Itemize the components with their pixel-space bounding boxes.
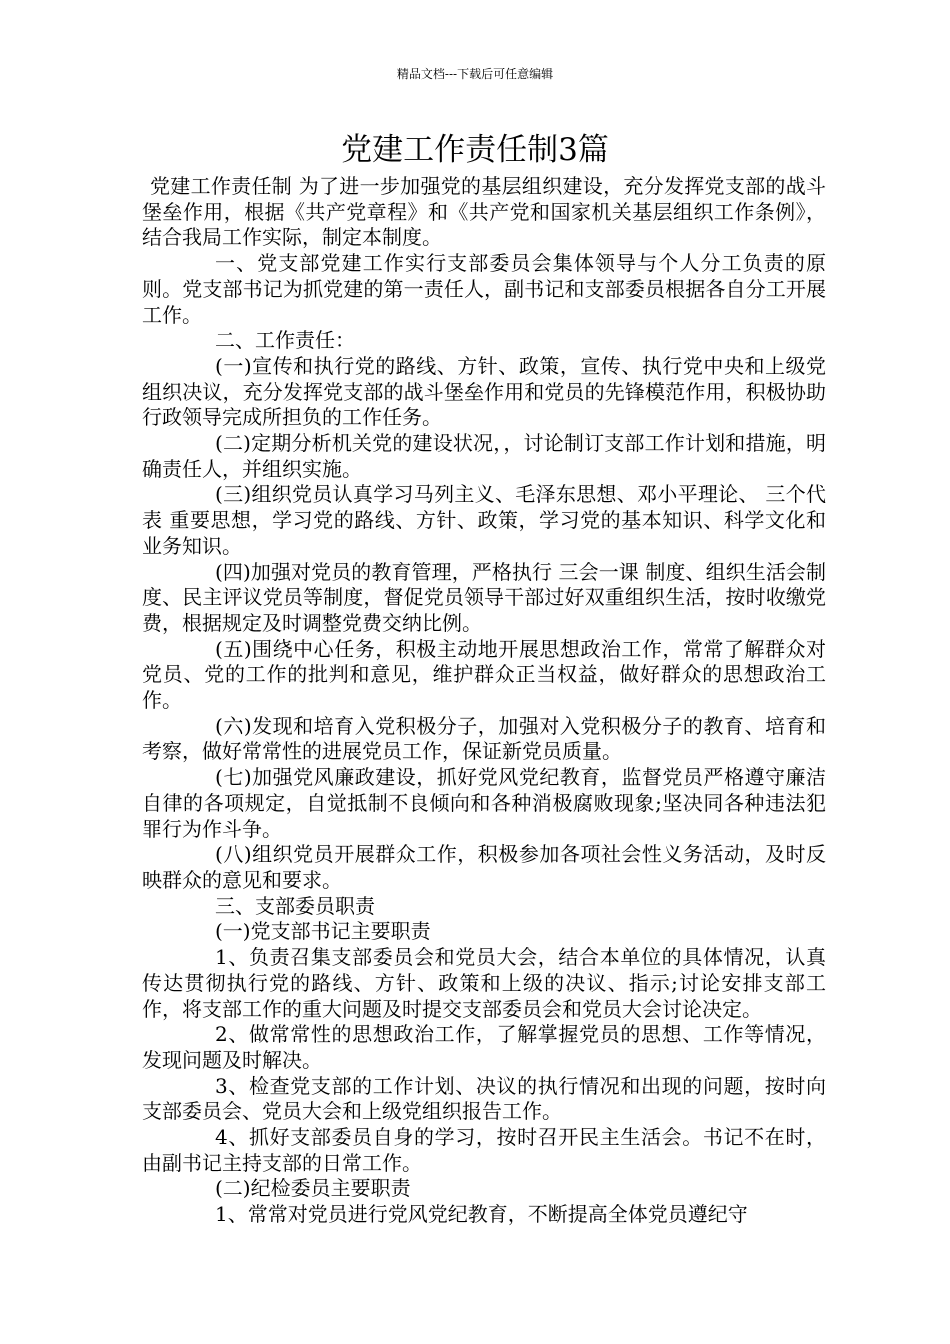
paragraph-item-3: (三)组织党员认真学习马列主义、毛泽东思想、邓小平理论、 三个代表 重要思想，学习党的路线、方针、政策，学习党的基本知识、科学文化和业务知识。 — [142, 482, 826, 558]
paragraph-item-6: (六)发现和培育入党积极分子，加强对入党积极分子的教育、培育和考察，做好常常性的进展党员工作，保证新党员质量。 — [142, 713, 826, 764]
paragraph-item-4: (四)加强对党员的教育管理，严格执行 三会一课 制度、组织生活会制度、民主评议党员等制度，督促党员领导干部过好双重组织生活，按时收缴党费，根据规定及时调整党费交纳比例。 — [142, 559, 826, 635]
paragraph-subsection-secretary: (一)党支部书记主要职责 — [215, 919, 431, 944]
document-title: 党建工作责任制3篇 — [341, 132, 609, 168]
paragraph-section-1: 一、党支部党建工作实行支部委员会集体领导与个人分工负责的原则。党支部书记为抓党建的第一责任人，副书记和支部委员根据各自分工开展工作。 — [142, 251, 826, 327]
paragraph-intro: 党建工作责任制 为了进一步加强党的基层组织建设，充分发挥党支部的战斗堡垒作用，根据《共产党章程》和《共产党和国家机关基层组织工作条例》，结合我局工作实际，制定本制度。 — [142, 174, 826, 250]
paragraph-discipline-duty-1: 1、常常对党员进行党风党纪教育，不断提高全体党员遵纪守 — [215, 1202, 748, 1227]
paragraph-section-3-heading: 三、支部委员职责 — [215, 893, 375, 918]
paragraph-section-2-heading: 二、工作责任： — [215, 328, 355, 353]
paragraph-duty-3: 3、检查党支部的工作计划、决议的执行情况和出现的问题，按时向支部委员会、党员大会和上级党组织报告工作。 — [142, 1073, 826, 1124]
document-body — [142, 174, 826, 1228]
paragraph-item-7: (七)加强党风廉政建设，抓好党风党纪教育，监督党员严格遵守廉洁自律的各项规定，自觉抵制不良倾向和各种消极腐败现象;坚决同各种违法犯罪行为作斗争。 — [142, 765, 826, 841]
paragraph-item-2: (二)定期分析机关党的建设状况，，讨论制订支部工作计划和措施，明确责任人，并组织实施。 — [142, 431, 826, 481]
paragraph-item-5: (五)围绕中心任务，积极主动地开展思想政治工作，常常了解群众对党员、党的工作的批判和意见，维护群众正当权益，做好群众的思想政治工作。 — [142, 636, 826, 713]
paragraph-item-8: (八)组织党员开展群众工作，积极参加各项社会性义务活动，及时反映群众的意见和要求。 — [142, 842, 826, 892]
page-header-note: 精品文档---下载后可任意编辑 — [396, 67, 554, 81]
paragraph-subsection-discipline: (二)纪检委员主要职责 — [215, 1176, 411, 1201]
paragraph-duty-1: 1、负责召集支部委员会和党员大会，结合本单位的具体情况，认真传达贯彻执行党的路线、方针、政策和上级的决议、指示;讨论安排支部工作，将支部工作的重大问题及时提交支部委员会和党员大会讨论决定。 — [142, 945, 826, 1021]
paragraph-item-1: (一)宣传和执行党的路线、方针、政策，宣传、执行党中央和上级党组织决议，充分发挥党支部的战斗堡垒作用和党员的先锋模范作用，积极协助行政领导完成所担负的工作任务。 — [142, 353, 826, 430]
paragraph-duty-2: 2、做常常性的思想政治工作，了解掌握党员的思想、工作等情况，发现问题及时解决。 — [142, 1022, 826, 1072]
paragraph-duty-4: 4、抓好支部委员自身的学习，按时召开民主生活会。书记不在时，由副书记主持支部的日常工作。 — [142, 1125, 826, 1175]
